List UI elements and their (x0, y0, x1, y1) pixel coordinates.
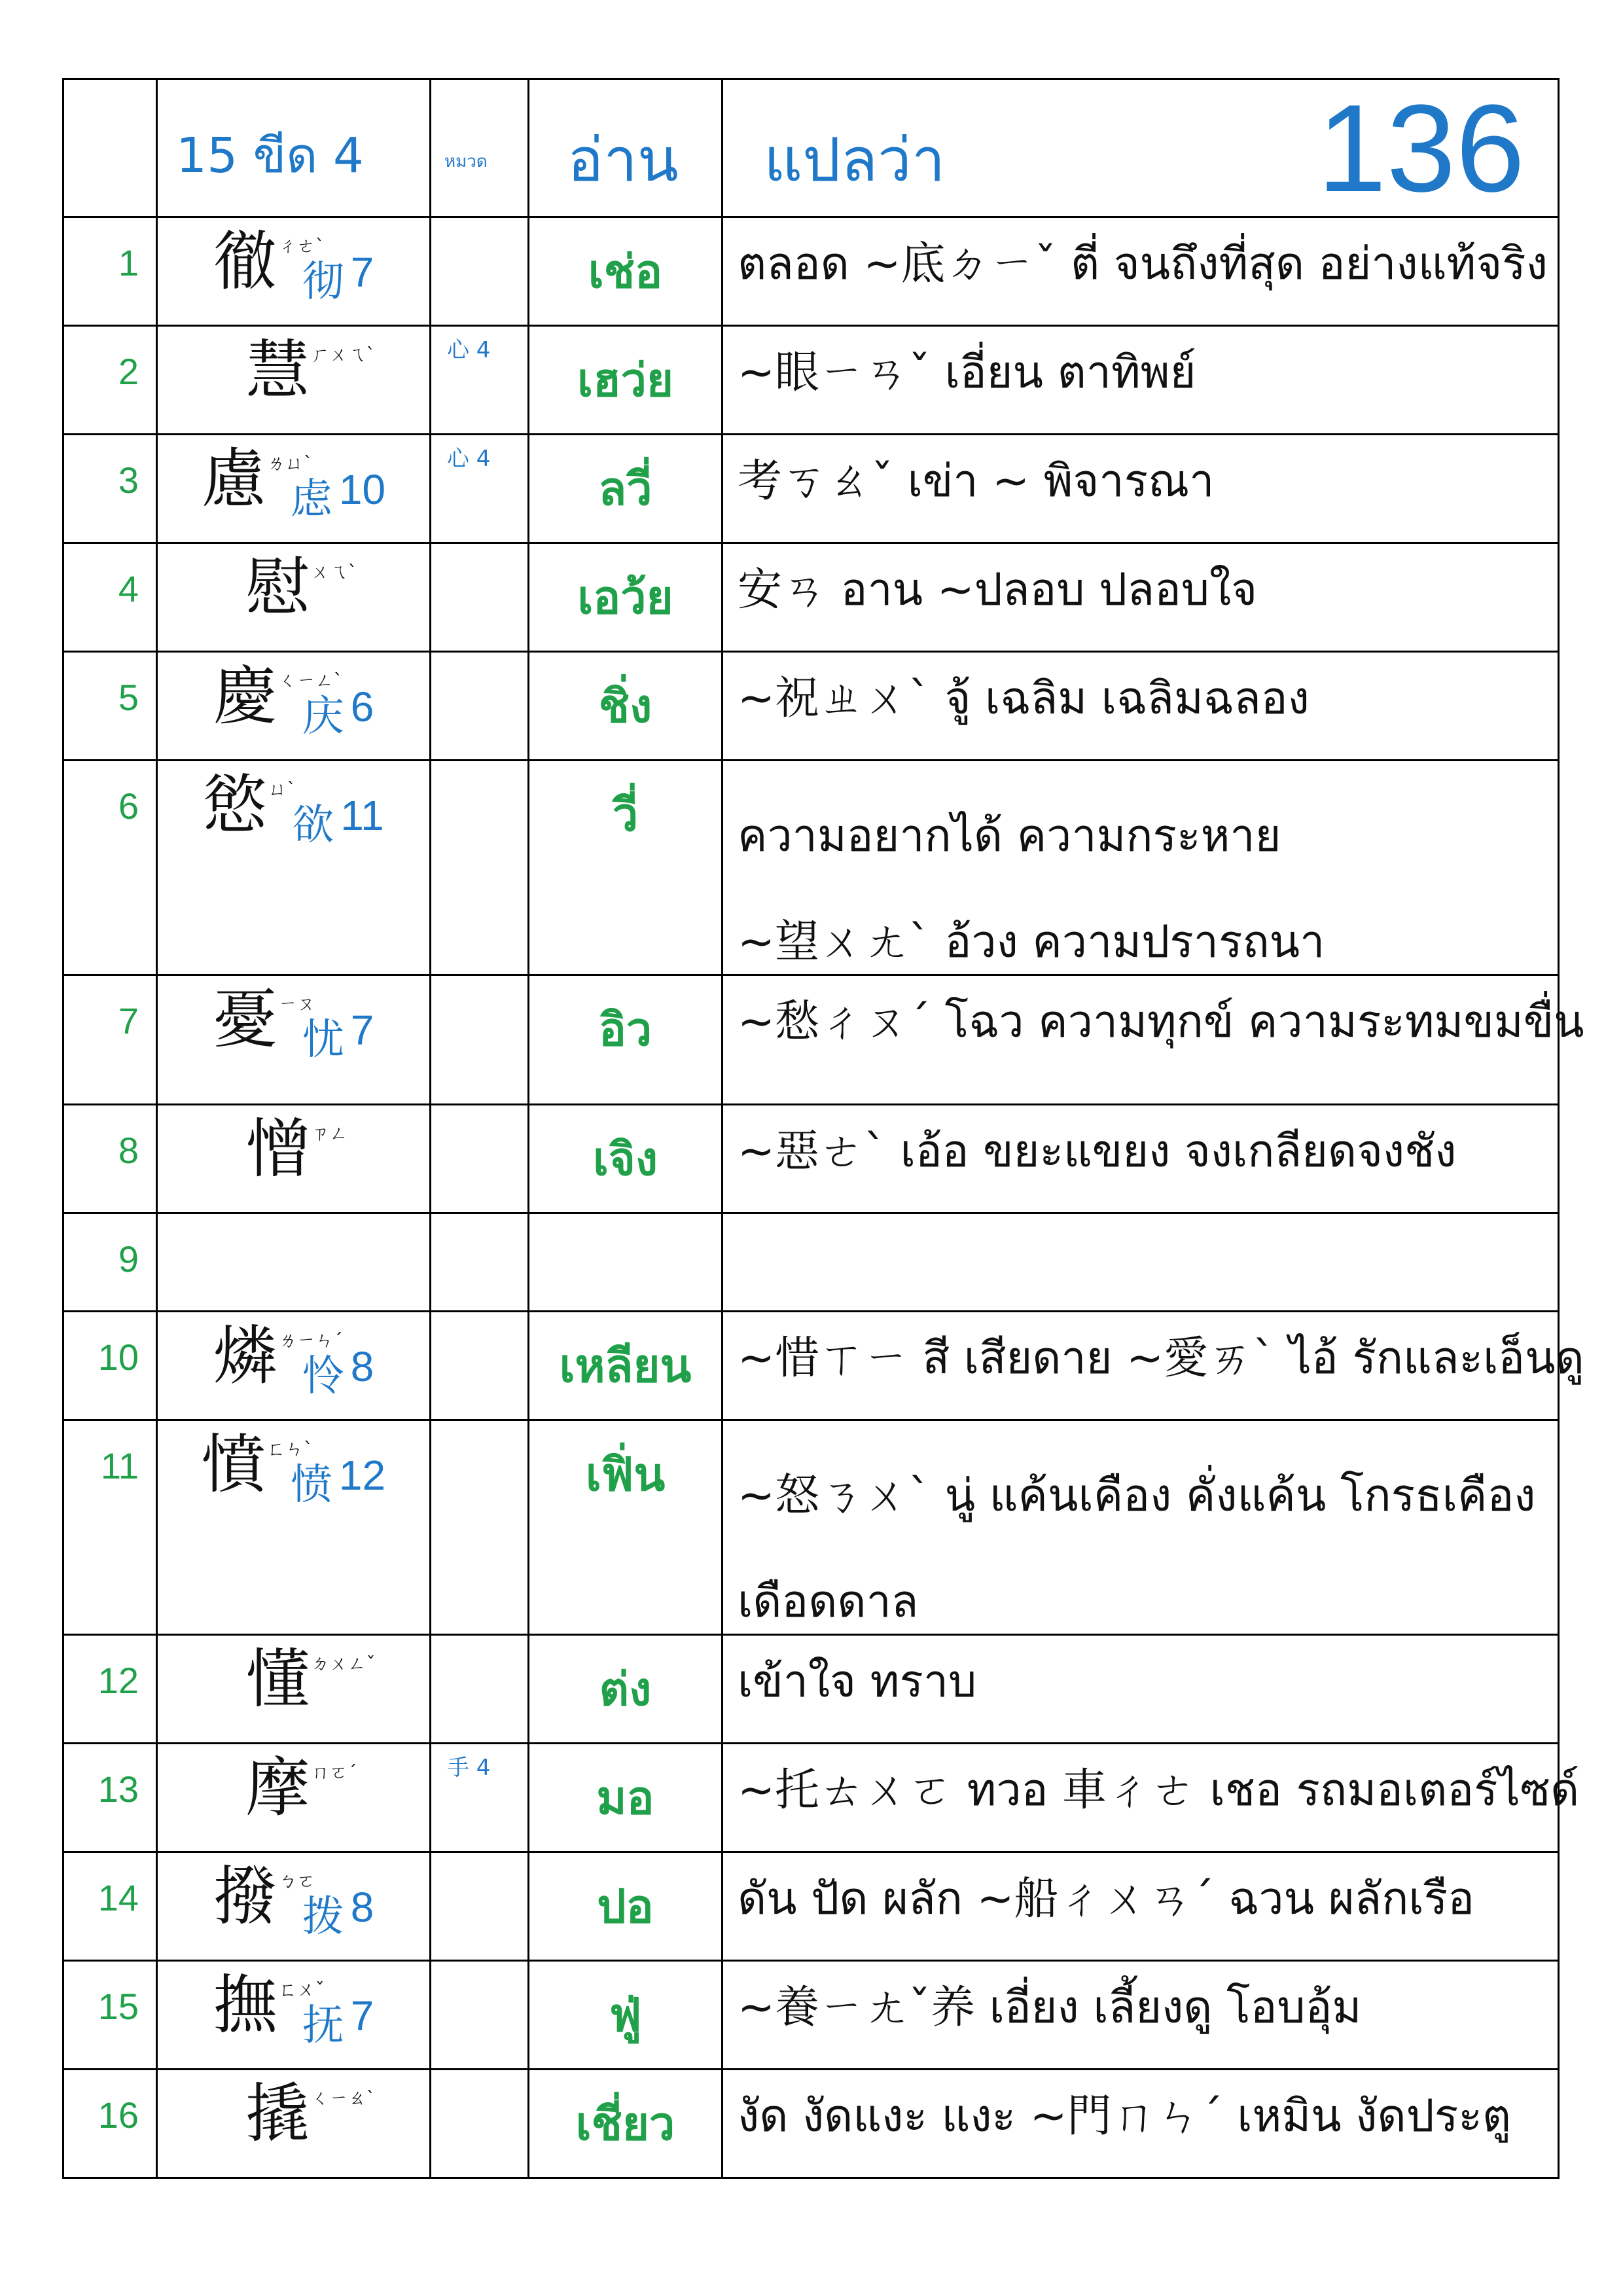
character-cell (157, 217, 431, 326)
header-strokes: 15 ขีด 4 (176, 128, 364, 184)
meaning-text (738, 238, 1551, 291)
thai-reading: เฮว่ย (577, 353, 673, 407)
traditional-character: 懂 (245, 1642, 310, 1717)
meaning-text (738, 564, 1551, 617)
row-number-cell (63, 1852, 157, 1961)
meaning-cell (722, 1852, 1559, 1961)
row-number: 6 (118, 785, 139, 827)
reading-cell (529, 1635, 722, 1744)
traditional-character: 慾 (203, 768, 268, 842)
thai-reading: ต่ง (599, 1662, 652, 1716)
meaning-cell (722, 1744, 1580, 1852)
bopomofo: ㄌㄧㄣˊ (278, 1329, 343, 1351)
meaning-cell (722, 217, 1559, 326)
row-number: 7 (118, 1000, 139, 1041)
character-group (158, 224, 429, 308)
table-row (63, 761, 1559, 975)
row-number-cell (63, 761, 157, 975)
category-cell (431, 1961, 529, 2070)
character-cell (157, 1961, 431, 2070)
meaning-cell (722, 435, 1559, 543)
traditional-character: 撫 (213, 1968, 277, 2043)
bopomofo: ㄌㄩˋ (266, 452, 313, 474)
table-row (63, 1635, 1559, 1744)
traditional-character: 憎 (245, 1112, 310, 1187)
vocab-table (62, 78, 1584, 2179)
reading-cell (529, 761, 722, 975)
reading-cell (529, 1105, 722, 1213)
traditional-character: 徹 (213, 224, 277, 299)
meaning-cell (722, 975, 1584, 1105)
character-cell (157, 326, 431, 435)
row-number-cell (63, 1213, 157, 1312)
reading-cell (529, 1213, 722, 1312)
meaning-line: ~惡ㄜˋ เอ้อ ขยะแขยง จงเกลียดจงชัง (738, 1126, 1457, 1177)
meaning-line: งัด งัดแงะ แงะ ~門ㄇㄣˊ เหมิน งัดประตู (738, 2090, 1511, 2142)
meaning-text (738, 783, 1551, 996)
character-cell (157, 652, 431, 761)
character-group (158, 659, 429, 743)
character-cell (157, 435, 431, 543)
category-cell (431, 2070, 529, 2178)
category-cell (431, 761, 529, 975)
header-reading: อ่าน (567, 125, 679, 195)
bopomofo: ㄈㄣˋ (266, 1438, 313, 1460)
character-group (158, 1112, 429, 1187)
row-number: 14 (98, 1877, 139, 1918)
character-cell (157, 1312, 431, 1420)
header-num-cell (63, 79, 157, 217)
character-group (158, 982, 429, 1066)
simplified-stroke-count: 7 (350, 1007, 374, 1054)
simplified-stroke-count: 11 (340, 792, 384, 839)
table-row (63, 652, 1559, 761)
category-cell (431, 1213, 529, 1312)
character-cell (157, 1105, 431, 1213)
simplified-stroke-count: 8 (350, 1884, 374, 1931)
reading-cell (529, 1961, 722, 2070)
thai-reading: ลวี่ (598, 462, 652, 516)
character-cell (157, 1635, 431, 1744)
traditional-character: 慰 (245, 550, 310, 625)
meaning-cell (722, 1105, 1559, 1213)
character-group (158, 770, 429, 852)
radical-category: 心 4 (447, 337, 491, 363)
character-cell (157, 1852, 431, 1961)
simplified-stroke-count: 10 (338, 466, 386, 513)
simplified-character: 拨 (302, 1893, 344, 1941)
traditional-character: 撥 (213, 1859, 277, 1934)
table-row (63, 1420, 1559, 1635)
table-row (63, 1961, 1559, 2070)
simplified-character: 抚 (302, 2001, 344, 2050)
meaning-line: เข้าใจ ทราบ (738, 1656, 977, 1708)
meaning-line: ~養ㄧㄤˇ养 เอี่ยง เลี้ยงดู โอบอุ้ม (738, 1982, 1362, 2034)
meaning-cell (722, 1961, 1559, 2070)
thai-reading: เช่อ (588, 245, 663, 298)
meaning-text (738, 1332, 1584, 1386)
meaning-text (738, 996, 1584, 1049)
character-cell (157, 2070, 431, 2178)
traditional-character: 憤 (201, 1427, 266, 1502)
meaning-line: ~眼ㄧㄢˇ เอี่ยน ตาทิพย์ (738, 347, 1196, 399)
meaning-text (738, 1443, 1551, 1655)
reading-cell (529, 1420, 722, 1635)
meaning-cell (722, 543, 1559, 652)
meaning-line: ~托ㄊㄨㄛ ทวอ 車ㄔㄜ เชอ รถมอเตอร์ไซด์ (738, 1765, 1580, 1816)
meaning-cell (722, 1420, 1559, 1635)
thai-reading: ฟู่ (609, 1988, 642, 2042)
thai-reading: อิว (598, 1003, 652, 1056)
meaning-line: ~愁ㄔㄡˊ โฉว ความทุกข์ ความระทมขมขื่น (738, 996, 1584, 1048)
character-cell (157, 1420, 431, 1635)
thai-reading: เอว้ย (577, 571, 673, 624)
table-row (63, 1105, 1559, 1213)
thai-reading: ชิ่ง (598, 679, 652, 733)
table-row (63, 2070, 1559, 2178)
row-number: 11 (100, 1445, 139, 1486)
reading-cell (529, 1744, 722, 1852)
row-number-cell (63, 217, 157, 326)
meaning-line: ~惜ㄒㄧ สี เสียดาย ~愛ㄞˋ ไอ้ รักและเอ็นดู (738, 1333, 1584, 1384)
row-number: 5 (118, 677, 139, 718)
simplified-stroke-count: 12 (338, 1452, 386, 1499)
simplified-stroke-count: 8 (350, 1343, 374, 1390)
header-strokes-cell (157, 79, 431, 217)
meaning-text (738, 455, 1551, 509)
character-group (158, 1968, 429, 2052)
category-cell (431, 1852, 529, 1961)
row-number-cell (63, 1961, 157, 2070)
simplified-character: 忧 (302, 1016, 344, 1064)
row-number-cell (63, 435, 157, 543)
table-row (63, 1744, 1559, 1852)
simplified-character: 虑 (290, 475, 332, 524)
simplified-stroke-count: 7 (350, 1992, 374, 2039)
character-cell (157, 975, 431, 1105)
row-number: 3 (118, 459, 139, 501)
character-cell (157, 1213, 431, 1312)
table-row (63, 217, 1559, 326)
character-cell (157, 761, 431, 975)
category-cell (431, 1635, 529, 1744)
reading-cell (529, 652, 722, 761)
bopomofo: ㄅㄛ (278, 1870, 315, 1892)
header-category: หมวด (444, 152, 488, 171)
row-number: 13 (98, 1768, 139, 1810)
character-group (158, 1642, 429, 1717)
simplified-character: 庆 (302, 692, 344, 741)
simplified-character: 欲 (292, 801, 334, 850)
meaning-cell (722, 761, 1559, 975)
traditional-character: 慮 (201, 442, 266, 516)
row-number: 12 (98, 1660, 139, 1701)
meaning-line: เดือดดาล (738, 1576, 919, 1628)
thai-reading: เหลียน (559, 1339, 692, 1393)
simplified-stroke-count: 7 (350, 249, 374, 296)
row-number: 2 (118, 351, 139, 392)
meaning-cell (722, 1635, 1559, 1744)
table-row (63, 326, 1559, 435)
meaning-line: ตลอด ~底ㄉㄧˇ ตี่ จนถึงที่สุด อย่างแท้จริง (738, 238, 1548, 290)
thai-reading: เชี่ยว (575, 2097, 675, 2151)
character-cell (157, 543, 431, 652)
row-number: 10 (98, 1336, 139, 1378)
header-row (63, 79, 1559, 217)
page-number: 136 (1317, 79, 1525, 218)
meaning-cell (722, 1312, 1584, 1420)
row-number-cell (63, 326, 157, 435)
header-reading-cell (529, 79, 722, 217)
bopomofo: ㄑㄧㄠˋ (311, 2087, 376, 2109)
row-number-cell (63, 1105, 157, 1213)
row-number-cell (63, 975, 157, 1105)
row-number-cell (63, 1635, 157, 1744)
reading-cell (529, 326, 722, 435)
reading-cell (529, 543, 722, 652)
row-number-cell (63, 1744, 157, 1852)
row-number: 4 (118, 568, 139, 609)
meaning-line: ~怒ㄋㄨˋ นู่ แค้นเคือง คั่งแค้น โกรธเคือง (738, 1470, 1536, 1522)
meaning-text (738, 1981, 1551, 2035)
row-number-cell (63, 2070, 157, 2178)
reading-cell (529, 975, 722, 1105)
category-cell (431, 217, 529, 326)
meaning-line: 安ㄢ อาน ~ปลอบ ปลอบใจ (738, 564, 1258, 616)
row-number-cell (63, 1312, 157, 1420)
meaning-text (738, 1125, 1551, 1179)
character-group (158, 1321, 429, 1403)
row-number: 9 (118, 1238, 139, 1280)
meaning-cell (722, 326, 1559, 435)
meaning-text (738, 346, 1551, 400)
traditional-character: 摩 (245, 1751, 310, 1825)
reading-cell (529, 1852, 722, 1961)
row-number-cell (63, 1420, 157, 1635)
meaning-text (738, 1655, 1551, 1709)
bopomofo: ㄑㄧㄥˋ (278, 670, 343, 691)
table-row (63, 435, 1559, 543)
simplified-character: 愤 (290, 1461, 332, 1509)
bopomofo: ㄨㄟˋ (311, 561, 357, 583)
meaning-line: ~望ㄨㄤˋ อ้วง ความปรารถนา (738, 916, 1325, 968)
row-number-cell (63, 652, 157, 761)
meaning-cell (722, 652, 1559, 761)
bopomofo: ㄈㄨˇ (278, 1979, 325, 2000)
meaning-line: ความอยากได้ ความกระหาย (738, 810, 1281, 862)
meaning-cell (722, 1213, 1559, 1312)
radical-category: 心 4 (447, 446, 491, 472)
reading-cell (529, 1312, 722, 1420)
meaning-line: ~祝ㄓㄨˋ จู้ เฉลิม เฉลิมฉลอง (738, 673, 1310, 725)
reading-cell (529, 2070, 722, 2178)
simplified-character: 怜 (302, 1352, 344, 1401)
bopomofo: ㄧㄡ (278, 993, 315, 1014)
table-row (63, 975, 1559, 1105)
character-cell (157, 1744, 431, 1852)
meaning-text (738, 1764, 1580, 1818)
simplified-character: 彻 (302, 258, 344, 306)
row-number: 15 (98, 1986, 139, 2027)
meaning-line: 考ㄎㄠˇ เข่า ~ พิจารณา (738, 456, 1215, 507)
meaning-cell (722, 2070, 1559, 2178)
traditional-character: 憂 (213, 982, 277, 1057)
thai-reading: เฟิ่น (585, 1448, 666, 1501)
character-group (158, 444, 429, 526)
category-cell (431, 1744, 529, 1852)
meaning-text (738, 1873, 1551, 1926)
thai-reading: มอ (596, 1771, 654, 1825)
table-row (63, 1852, 1559, 1961)
row-number: 16 (98, 2094, 139, 2136)
character-group (158, 333, 429, 408)
reading-cell (529, 217, 722, 326)
traditional-character: 燐 (213, 1319, 277, 1393)
traditional-character: 慶 (213, 659, 277, 734)
category-cell (431, 1312, 529, 1420)
thai-reading: เจิง (592, 1132, 658, 1186)
table-row (63, 1312, 1559, 1420)
thai-reading: ปอ (597, 1880, 654, 1933)
traditional-character: 撬 (245, 2077, 310, 2151)
table-row (63, 543, 1559, 652)
table-row (63, 1213, 1559, 1312)
bopomofo: ㄗㄥ (311, 1122, 348, 1144)
bopomofo: ㄏㄨㄟˋ (311, 344, 376, 365)
category-cell (431, 975, 529, 1105)
category-cell (431, 1105, 529, 1213)
bopomofo: ㄇㄛˊ (311, 1761, 357, 1783)
category-cell (431, 1420, 529, 1635)
header-category-cell (431, 79, 529, 217)
character-group (158, 2079, 429, 2150)
header-meaning-cell (722, 79, 1559, 217)
character-group (158, 550, 429, 625)
row-number: 1 (118, 242, 139, 283)
simplified-stroke-count: 6 (350, 683, 374, 730)
meaning-line: ดัน ปัด ผลัก ~船ㄔㄨㄢˊ ฉวน ผลักเรือ (738, 1873, 1474, 1925)
meaning-text (738, 2090, 1551, 2144)
character-group (158, 1427, 429, 1511)
bopomofo: ㄩˋ (268, 778, 296, 800)
bopomofo: ㄔㄜˋ (278, 235, 325, 257)
character-group (158, 1753, 429, 1824)
traditional-character: 慧 (245, 333, 310, 408)
header-meaning: แปลว่า (764, 125, 946, 195)
category-cell (431, 652, 529, 761)
row-number: 8 (118, 1130, 139, 1171)
reading-cell (529, 435, 722, 543)
thai-reading: วี่ (612, 788, 639, 842)
character-group (158, 1859, 429, 1943)
meaning-text (738, 672, 1551, 726)
radical-category: 手 4 (447, 1755, 491, 1781)
category-cell (431, 326, 529, 435)
character-group (158, 1223, 429, 1244)
bopomofo: ㄉㄨㄥˇ (311, 1653, 376, 1674)
category-cell (431, 543, 529, 652)
category-cell (431, 435, 529, 543)
row-number-cell (63, 543, 157, 652)
